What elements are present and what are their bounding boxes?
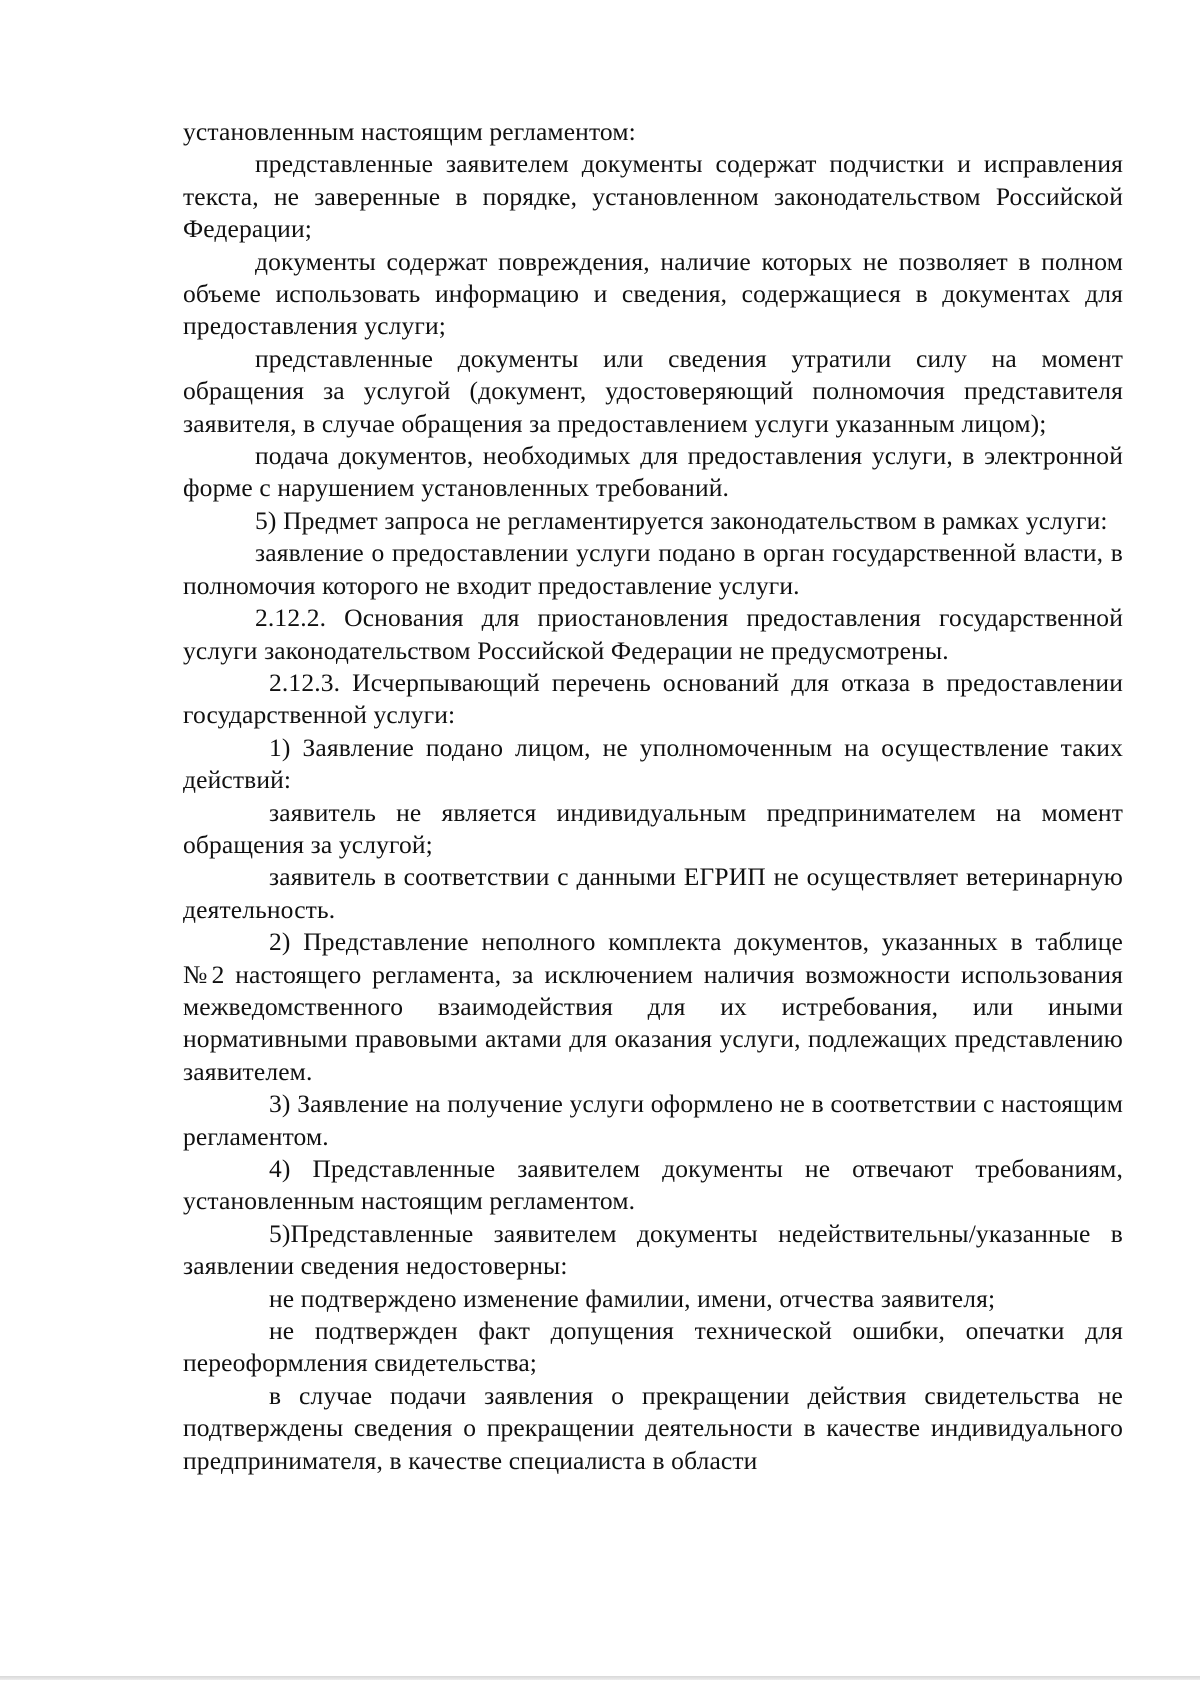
paragraph-item: не подтвержден факт допущения технической ошибки, опечатки для переоформления свидетельства; [183,1316,1123,1378]
paragraph-item: заявление о предоставлении услуги подано в орган государственной власти, в полномочия которого не входит предоставление услуги. [183,538,1123,600]
paragraph-item: 1) Заявление подано лицом, не уполномоченным на осуществление таких действий: [183,732,1123,795]
paragraph-item: 5)Представленные заявителем документы недействительны/указанные в заявлении сведения недостоверны: [183,1218,1123,1281]
paragraph-item: не подтверждено изменение фамилии, имени, отчества заявителя; [269,1283,996,1313]
paragraph-item: 5) Предмет запроса не регламентируется законодательством в рамках услуги: [255,505,1108,535]
paragraph-item: заявитель в соответствии с данными ЕГРИП не осуществляет ветеринарную деятельность. [183,862,1123,924]
paragraph-continuation: установленным настоящим регламентом: [183,117,636,146]
paragraph-item: представленные заявителем документы содержат подчистки и исправления текста, не заверенные в порядке, установленном законодательством Российской Федерации; [183,149,1123,244]
scan-bottom-edge [0,1676,1200,1680]
document-body [183,116,1123,1477]
paragraph-item: заявитель не является индивидуальным предпринимателем на момент обращения за услугой; [183,797,1123,859]
paragraph-clause: 2.12.3. Исчерпывающий перечень оснований для отказа в предоставлении государственной услуги: [183,667,1123,730]
paragraph-item: документы содержат повреждения, наличие которых не позволяет в полном объеме использовать информацию и сведения, содержащиеся в документах для предоставления услуги; [183,246,1123,341]
paragraph-item: представленные документы или сведения утратили силу на момент обращения за услугой (документ, удостоверяющий полномочия представителя заявителя, в случае обращения за предоставлением услуги указанным лицом); [183,343,1123,438]
paragraph-item: в случае подачи заявления о прекращении действия свидетельства не подтверждены сведения о прекращении деятельности в качестве индивидуального предпринимателя, в качестве специалиста в области [183,1380,1123,1475]
paragraph-item: 2) Представление неполного комплекта документов, указанных в таблице №2 настоящего регламента, за исключением наличия возможности использования межведомственного взаимодействия для их истребования, или иными нормативными правовыми актами для оказания услуги, подлежащих представлению заявителем. [183,927,1123,1086]
paragraph-item: 4) Представленные заявителем документы не отвечают требованиям, установленным настоящим регламентом. [183,1154,1123,1216]
paragraph-clause: 2.12.2. Основания для приостановления предоставления государственной услуги законодательством Российской Федерации не предусмотрены. [183,603,1123,665]
paragraph-item: подача документов, необходимых для предоставления услуги, в электронной форме с нарушением установленных требований. [183,441,1123,503]
paragraph-item: 3) Заявление на получение услуги оформлено не в соответствии с настоящим регламентом. [183,1089,1123,1151]
